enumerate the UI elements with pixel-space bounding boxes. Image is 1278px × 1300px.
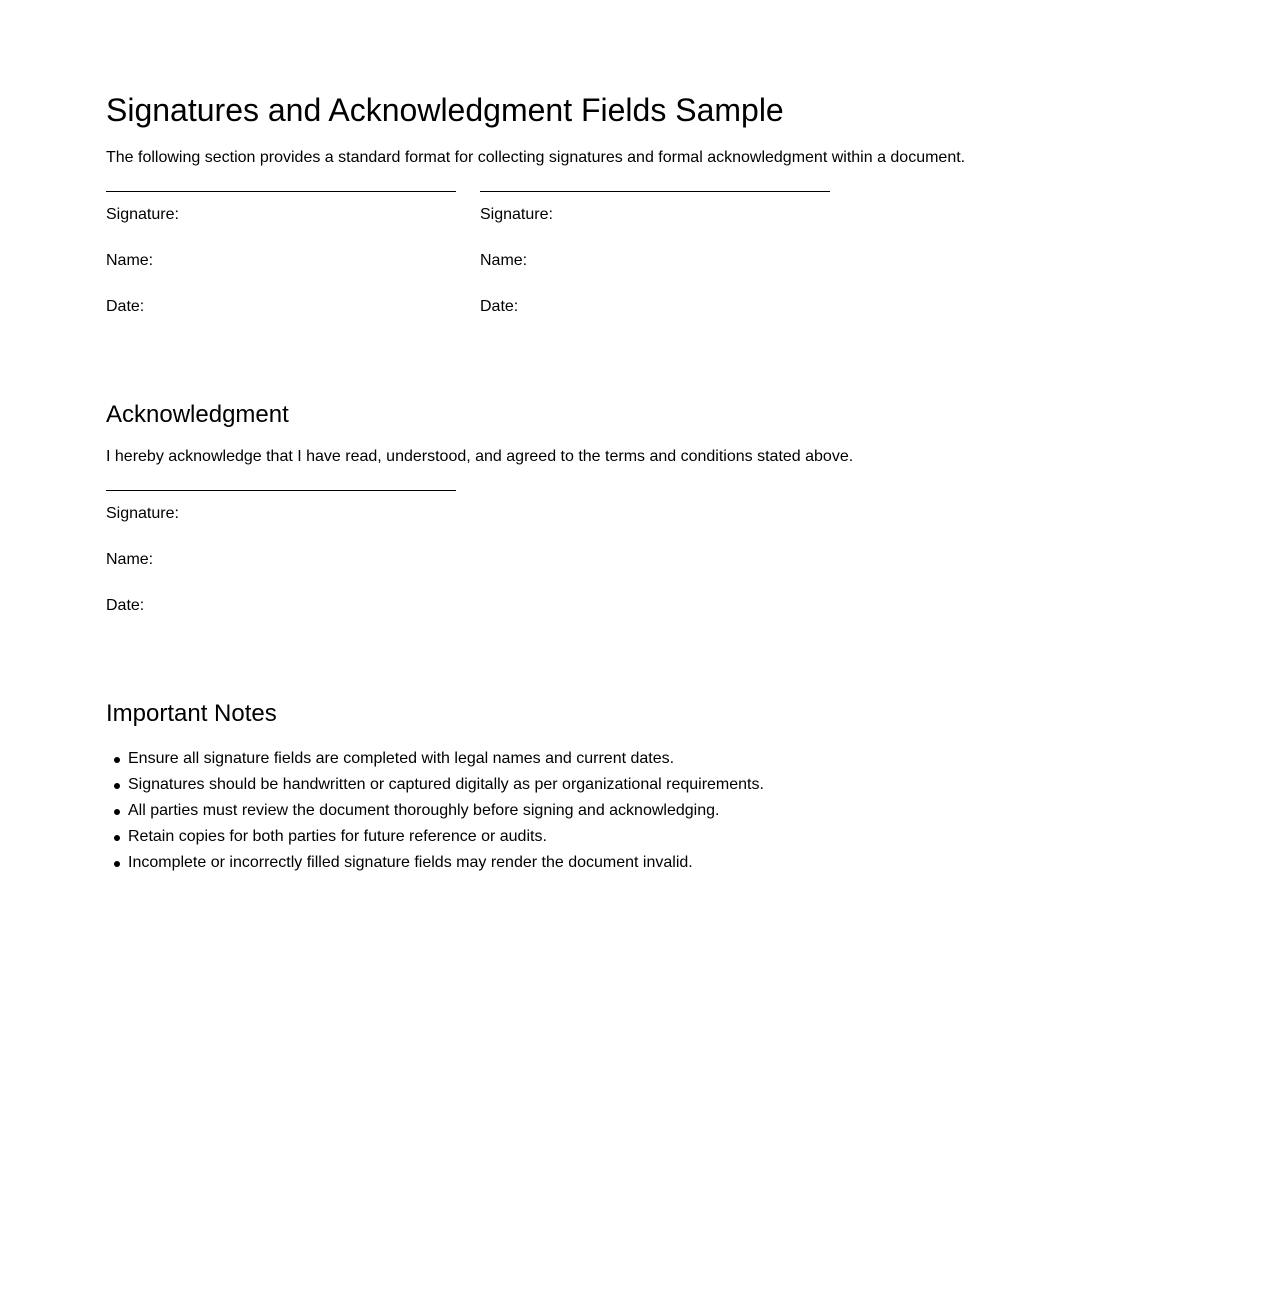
list-item bbox=[106, 824, 764, 850]
intro-text: The following section provides a standard format for collecting signatures and formal acknowledgment within a document. bbox=[106, 149, 966, 166]
acknowledgment-heading: Acknowledgment bbox=[106, 401, 289, 428]
acknowledgment-statement: I hereby acknowledge that I have read, understood, and agreed to the terms and conditions stated above. bbox=[106, 448, 854, 465]
list-item-text: Signatures should be handwritten or captured digitally as per organizational requirements. bbox=[128, 776, 764, 793]
signature-line[interactable] bbox=[106, 191, 456, 192]
list-item-text: Ensure all signature fields are completed with legal names and current dates. bbox=[128, 750, 675, 767]
name-label: Name: bbox=[480, 252, 528, 269]
list-item-text: Incomplete or incorrectly filled signature fields may render the document invalid. bbox=[128, 854, 693, 871]
notes-heading: Important Notes bbox=[106, 700, 277, 727]
name-label: Name: bbox=[106, 551, 154, 568]
signature-block-1 bbox=[106, 191, 456, 315]
signature-line[interactable] bbox=[480, 191, 830, 192]
list-item bbox=[106, 798, 764, 824]
acknowledgment-signature-block bbox=[106, 490, 456, 614]
signature-label: Signature: bbox=[106, 206, 179, 223]
notes-list bbox=[106, 746, 764, 876]
list-item bbox=[106, 746, 764, 772]
list-item-text: Retain copies for both parties for future reference or audits. bbox=[128, 828, 547, 845]
name-label: Name: bbox=[106, 252, 154, 269]
bullet-icon bbox=[114, 835, 120, 841]
signature-label: Signature: bbox=[480, 206, 553, 223]
list-item bbox=[106, 850, 764, 876]
list-item-text: All parties must review the document thoroughly before signing and acknowledging. bbox=[128, 802, 720, 819]
signature-block-2 bbox=[480, 191, 830, 315]
date-label: Date: bbox=[480, 298, 519, 315]
signature-line[interactable] bbox=[106, 490, 456, 491]
bullet-icon bbox=[114, 783, 120, 789]
bullet-icon bbox=[114, 861, 120, 867]
signature-label: Signature: bbox=[106, 505, 179, 522]
list-item bbox=[106, 772, 764, 798]
date-label: Date: bbox=[106, 597, 145, 614]
bullet-icon bbox=[114, 809, 120, 815]
bullet-icon bbox=[114, 757, 120, 763]
date-label: Date: bbox=[106, 298, 145, 315]
page-title: Signatures and Acknowledgment Fields Sample bbox=[106, 92, 784, 128]
